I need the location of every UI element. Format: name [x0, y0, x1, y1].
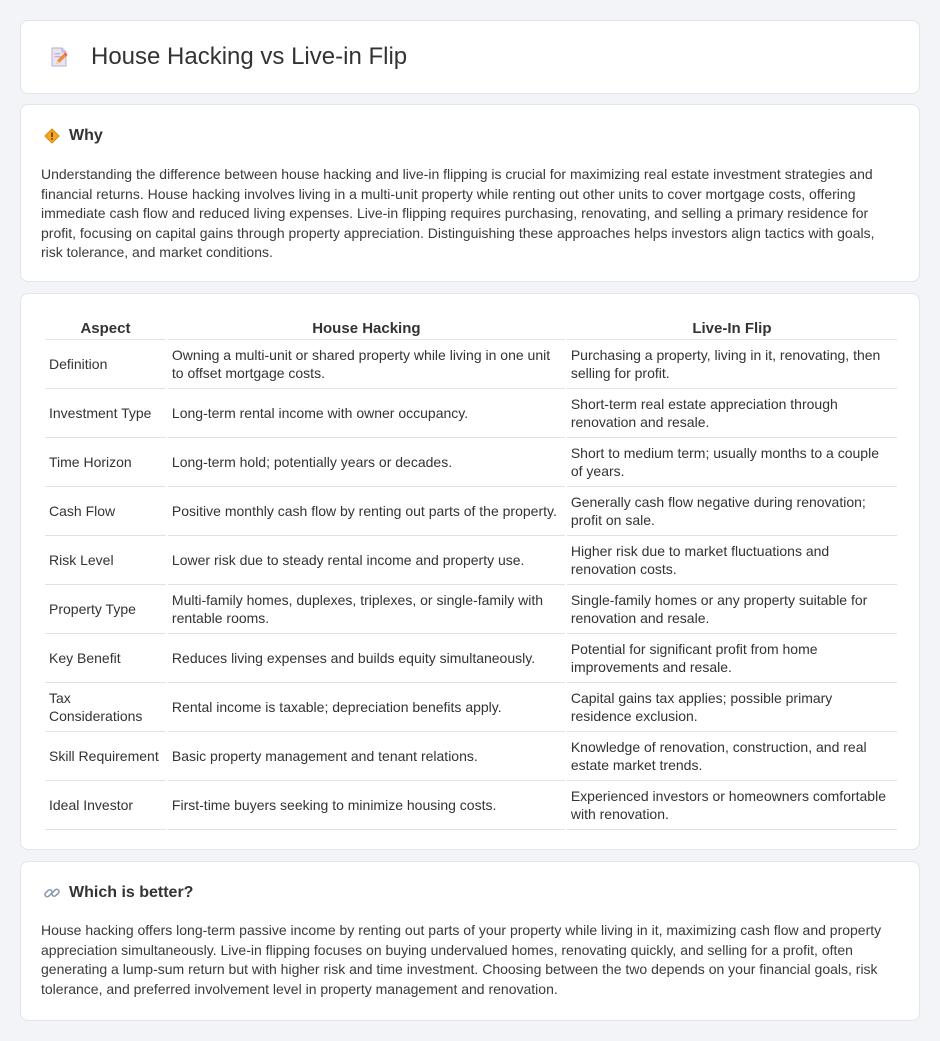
- table-row: [45, 389, 897, 438]
- document-pencil-icon: [47, 45, 71, 69]
- house-hacking-cell: Positive monthly cash flow by renting out parts of the property.: [168, 487, 565, 536]
- live-in-flip-cell: Short-term real estate appreciation through renovation and resale.: [567, 389, 897, 438]
- house-hacking-cell: Reduces living expenses and builds equity simultaneously.: [168, 634, 565, 683]
- aspect-cell: Key Benefit: [45, 634, 166, 683]
- which-is-better-heading: [43, 884, 193, 902]
- house-hacking-cell: Lower risk due to steady rental income and property use.: [168, 536, 565, 585]
- table-row: [45, 585, 897, 634]
- table-row: [45, 781, 897, 830]
- header-live-in-flip: Live-In Flip: [567, 314, 897, 340]
- house-hacking-cell: Long-term rental income with owner occupancy.: [168, 389, 565, 438]
- live-in-flip-cell: Experienced investors or homeowners comfortable with renovation.: [567, 781, 897, 830]
- live-in-flip-cell: Generally cash flow negative during renovation; profit on sale.: [567, 487, 897, 536]
- live-in-flip-cell: Higher risk due to market fluctuations and renovation costs.: [567, 536, 897, 585]
- which-is-better-body: House hacking offers long-term passive income by renting out parts of your property while living in it, maximizing cash flow and property appreciation simultaneously. Live-in flipping focuses on buying undervalued homes, renovating quickly, and selling for a profit, often generating a lump-sum return but with higher risk and time investment. Choosing between the two depends on your financial goals, risk tolerance, and preferred involvement level in property management and renovation.: [41, 922, 882, 997]
- house-hacking-cell: First-time buyers seeking to minimize housing costs.: [168, 781, 565, 830]
- header-house-hacking: House Hacking: [168, 314, 565, 340]
- aspect-cell: Risk Level: [45, 536, 166, 585]
- which-is-better-card: [20, 861, 920, 1021]
- table-row: [45, 536, 897, 585]
- link-icon: [43, 884, 61, 902]
- table-row: [45, 487, 897, 536]
- which-is-better-title: Which is better?: [69, 884, 194, 901]
- aspect-cell: Tax Considerations: [45, 683, 166, 732]
- live-in-flip-cell: Capital gains tax applies; possible primary residence exclusion.: [567, 683, 897, 732]
- house-hacking-cell: Long-term hold; potentially years or decades.: [168, 438, 565, 487]
- house-hacking-cell: Owning a multi-unit or shared property while living in one unit to offset mortgage costs.: [168, 340, 565, 389]
- why-card: [20, 104, 920, 282]
- aspect-cell: Investment Type: [45, 389, 166, 438]
- table-row: [45, 683, 897, 732]
- aspect-cell: Skill Requirement: [45, 732, 166, 781]
- live-in-flip-cell: Knowledge of renovation, construction, and real estate market trends.: [567, 732, 897, 781]
- table-row: [45, 732, 897, 781]
- table-row: [45, 438, 897, 487]
- diamond-sign-icon: [43, 127, 61, 145]
- live-in-flip-cell: Potential for significant profit from home improvements and resale.: [567, 634, 897, 683]
- live-in-flip-cell: Short to medium term; usually months to a couple of years.: [567, 438, 897, 487]
- live-in-flip-cell: Purchasing a property, living in it, renovating, then selling for profit.: [567, 340, 897, 389]
- table-header-row: [45, 314, 897, 340]
- aspect-cell: Property Type: [45, 585, 166, 634]
- aspect-cell: Definition: [45, 340, 166, 389]
- why-title: Why: [69, 127, 103, 144]
- header-card: [20, 20, 920, 94]
- table-row: [45, 340, 897, 389]
- aspect-cell: Cash Flow: [45, 487, 166, 536]
- comparison-table: [43, 314, 899, 830]
- house-hacking-cell: Basic property management and tenant relations.: [168, 732, 565, 781]
- page-title: House Hacking vs Live-in Flip: [91, 43, 408, 70]
- why-body: Understanding the difference between house hacking and live-in flipping is crucial for maximizing real estate investment strategies and financial returns. House hacking involves living in a multi-unit property while renting out other units to cover mortgage costs, offering immediate cash flow and reduced living expenses. Live-in flipping requires purchasing, renovating, and selling a primary residence for profit, focusing on capital gains through property appreciation. Distinguishing these approaches helps investors align tactics with goals, risk tolerance, and market conditions.: [41, 166, 875, 261]
- house-hacking-cell: Multi-family homes, duplexes, triplexes, or single-family with rentable rooms.: [168, 585, 565, 634]
- live-in-flip-cell: Single-family homes or any property suitable for renovation and resale.: [567, 585, 897, 634]
- table-row: [45, 634, 897, 683]
- house-hacking-cell: Rental income is taxable; depreciation benefits apply.: [168, 683, 565, 732]
- aspect-cell: Time Horizon: [45, 438, 166, 487]
- header-aspect: Aspect: [45, 314, 166, 340]
- why-heading: [43, 127, 103, 145]
- aspect-cell: Ideal Investor: [45, 781, 166, 830]
- comparison-card: [20, 293, 920, 850]
